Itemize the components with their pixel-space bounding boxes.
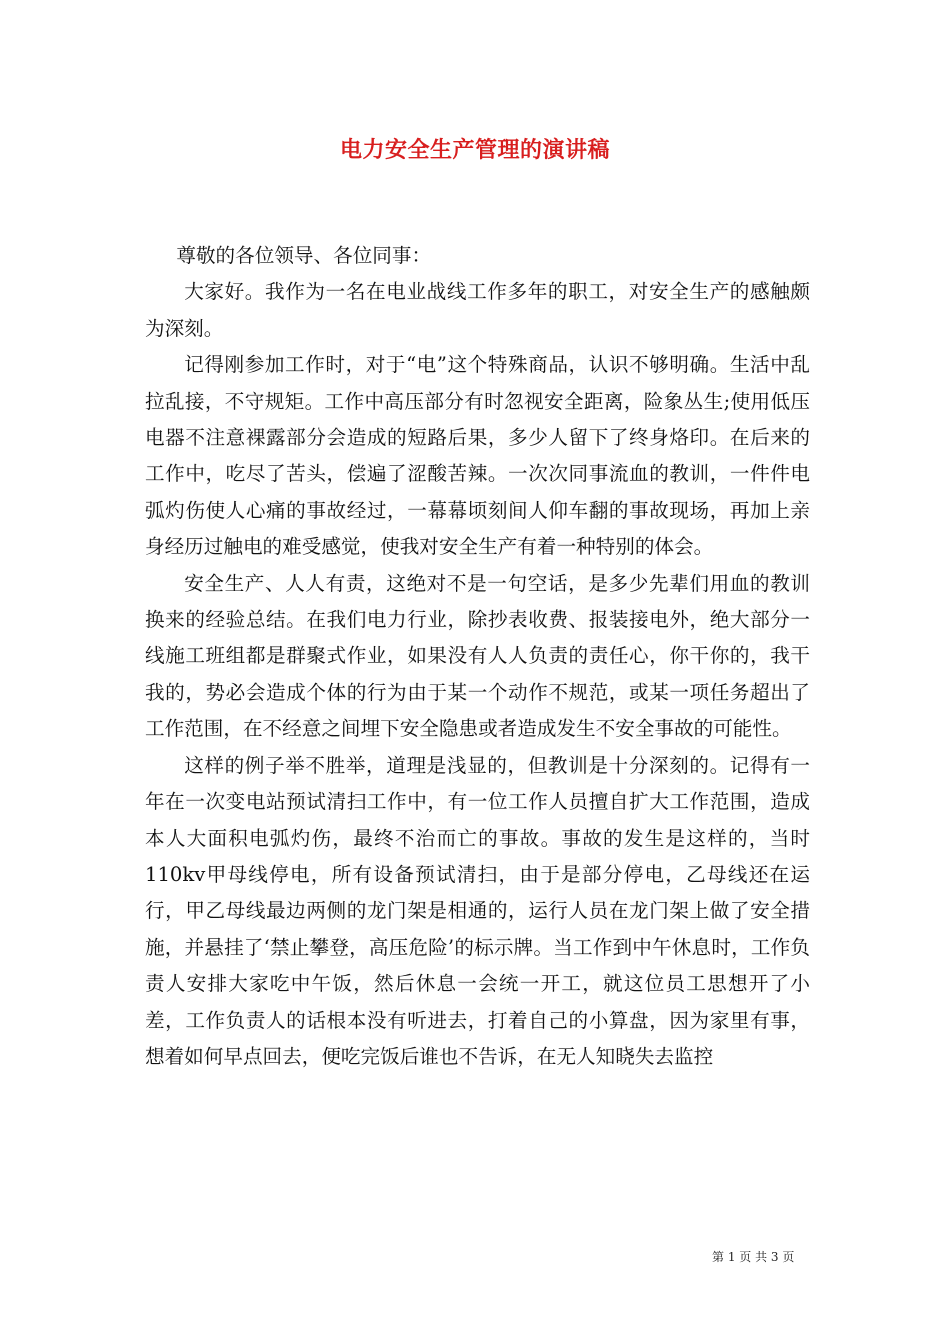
paragraph-4: 这样的例子举不胜举，道理是浅显的，但教训是十分深刻的。记得有一年在一次变电站预试清扫工作中，有一位工作人员擅自扩大工作范围，造成本人大面积电弧灼伤，最终不治而亡的事故。事故的发生是这样的，当时110kv甲母线停电，所有设备预试清扫，由于是部分停电，乙母线还在运行，甲乙母线最边两侧的龙门架是相通的，运行人员在龙门架上做了安全措施，并悬挂了‘禁止攀登，高压危险’的标示牌。当工作到中午休息时，工作负责人安排大家吃中午饭，然后休息一会统一开工，就这位员工思想开了小差，工作负责人的话根本没有听进去，打着自己的小算盘，因为家里有事，想着如何早点回去，便吃完饭后谁也不告诉，在无人知晓失去监控: [145, 753, 810, 1068]
page-number: 第 1 页 共 3 页: [712, 1250, 795, 1264]
paragraph-1: 大家好。我作为一名在电业战线工作多年的职工，对安全生产的感触颇为深刻。: [145, 280, 810, 340]
paragraph-2: 记得刚参加工作时，对于“电”这个特殊商品，认识不够明确。生活中乱拉乱接，不守规矩。工作中高压部分有时忽视安全距离，险象丛生;使用低压电器不注意裸露部分会造成的短路后果，多少人留下了终身烙印。在后来的工作中，吃尽了苦头，偿遍了涩酸苦辣。一次次同事流血的教训，一件件电弧灼伤使人心痛的事故经过，一幕幕顷刻间人仰车翻的事故现场，再加上亲身经历过触电的难受感觉，使我对安全生产有着一种特别的体会。: [145, 353, 810, 559]
document-title: 电力安全生产管理的演讲稿: [339, 137, 610, 163]
paragraph-3: 安全生产、人人有责，这绝对不是一句空话，是多少先辈们用血的教训换来的经验总结。在我们电力行业，除抄表收费、报装接电外，绝大部分一线施工班组都是群聚式作业，如果没有人人负责的责任心，你干你的，我干我的，势必会造成个体的行为由于某一个动作不规范，或某一项任务超出了工作范围，在不经意之间埋下安全隐患或者造成发生不安全事故的可能性。: [145, 571, 810, 741]
document-body: [145, 238, 810, 1075]
greeting-line: 尊敬的各位领导、各位同事：: [176, 244, 432, 267]
